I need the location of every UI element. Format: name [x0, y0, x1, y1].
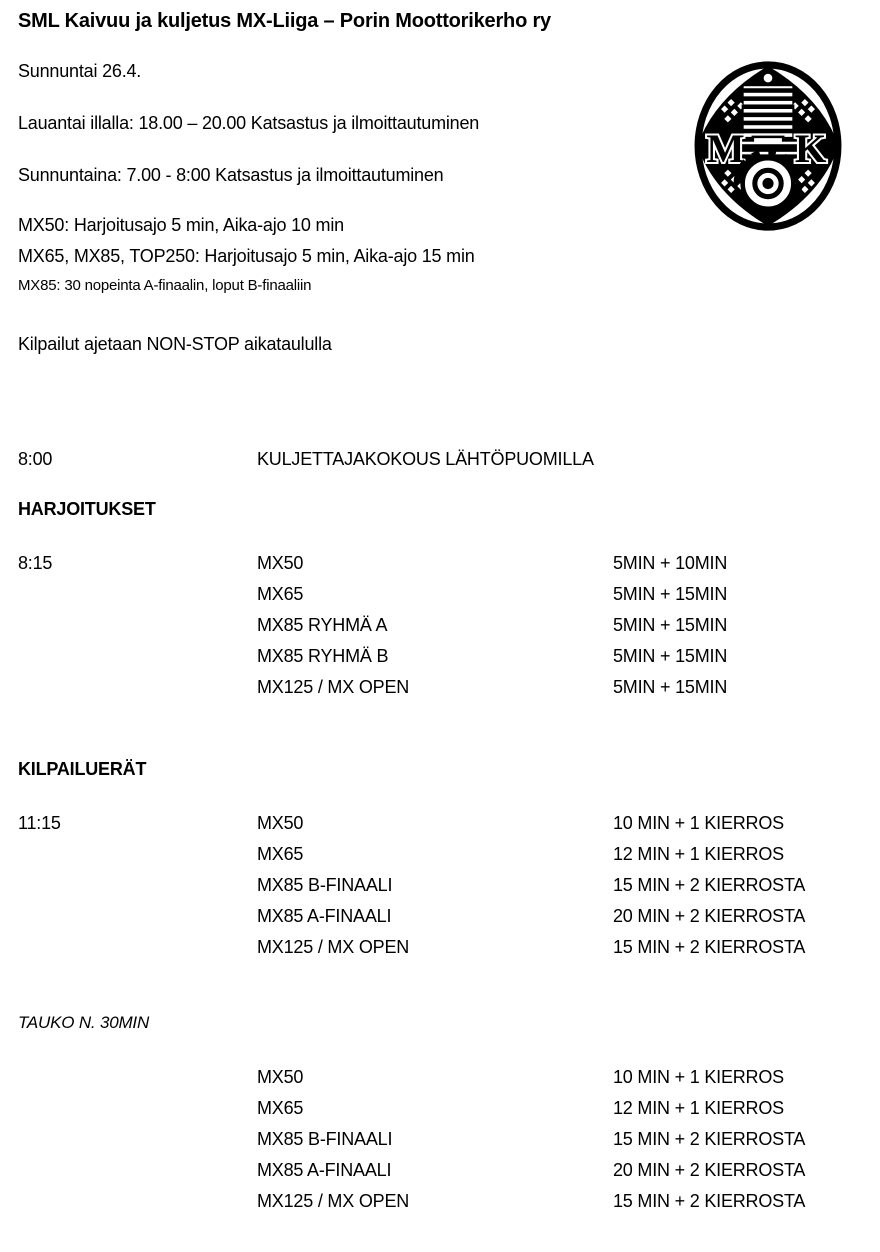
- class-cell: MX125 / MX OPEN: [257, 1191, 410, 1211]
- duration-cell: 5MIN + 15MIN: [613, 646, 728, 666]
- meeting-label: KULJETTAJAKOKOUS LÄHTÖPUOMILLA: [257, 449, 594, 469]
- intro-sunday: Sunnuntaina: 7.00 - 8:00 Katsastus ja ilmoittautuminen: [18, 165, 444, 185]
- driver-meeting-row: [18, 444, 862, 475]
- class-cell: MX50: [257, 1067, 304, 1087]
- class-cell: MX85 A-FINAALI: [257, 906, 392, 926]
- club-logo: [692, 56, 844, 236]
- class-cell: MX85 A-FINAALI: [257, 1160, 392, 1180]
- club-logo-graphic: [692, 56, 844, 236]
- class-rule-mx50: MX50: Harjoitusajo 5 min, Aika-ajo 10 min: [18, 215, 344, 235]
- class-cell: MX85 RYHMÄ B: [257, 646, 389, 666]
- class-cell: MX85 RYHMÄ A: [257, 615, 388, 635]
- duration-cell: 12 MIN + 1 KIERROS: [613, 844, 784, 864]
- duration-cell: 20 MIN + 2 KIERROSTA: [613, 1160, 806, 1180]
- practice-start-time: 8:15: [18, 553, 53, 573]
- practice-heading: HARJOITUKSET: [18, 499, 156, 519]
- logo-letter-k: K: [794, 126, 827, 172]
- class-rule-mx85-note: MX85: 30 nopeinta A-finaalin, loput B-finaaliin: [18, 277, 312, 294]
- heats2-table: [18, 1062, 862, 1217]
- duration-cell: 10 MIN + 1 KIERROS: [613, 813, 784, 833]
- duration-cell: 5MIN + 15MIN: [613, 584, 728, 604]
- class-cell: MX85 B-FINAALI: [257, 1129, 393, 1149]
- class-cell: MX85 B-FINAALI: [257, 875, 393, 895]
- class-rule-mx65: MX65, MX85, TOP250: Harjoitusajo 5 min, Aika-ajo 15 min: [18, 246, 475, 266]
- duration-cell: 20 MIN + 2 KIERROSTA: [613, 906, 806, 926]
- heats-table: [18, 808, 862, 963]
- intro-date: Sunnuntai 26.4.: [18, 61, 142, 81]
- nonstop-note: Kilpailut ajetaan NON-STOP aikataululla: [18, 334, 332, 354]
- class-cell: MX125 / MX OPEN: [257, 677, 410, 697]
- class-cell: MX65: [257, 584, 304, 604]
- heats-start-time: 11:15: [18, 813, 61, 833]
- break-note: TAUKO N. 30MIN: [18, 1013, 150, 1032]
- class-cell: MX125 / MX OPEN: [257, 937, 410, 957]
- duration-cell: 15 MIN + 2 KIERROSTA: [613, 1129, 806, 1149]
- duration-cell: 5MIN + 15MIN: [613, 615, 728, 635]
- spark-plug-beam: [738, 143, 799, 153]
- duration-cell: 12 MIN + 1 KIERROS: [613, 1098, 784, 1118]
- duration-cell: 5MIN + 15MIN: [613, 677, 728, 697]
- class-cell: MX65: [257, 844, 304, 864]
- class-cell: MX50: [257, 813, 304, 833]
- duration-cell: 15 MIN + 2 KIERROSTA: [613, 937, 806, 957]
- class-cell: MX50: [257, 553, 304, 573]
- duration-cell: 10 MIN + 1 KIERROS: [613, 1067, 784, 1087]
- duration-cell: 15 MIN + 2 KIERROSTA: [613, 875, 806, 895]
- meeting-time: 8:00: [18, 449, 53, 469]
- class-cell: MX65: [257, 1098, 304, 1118]
- heats-heading: KILPAILUERÄT: [18, 759, 147, 779]
- intro-saturday: Lauantai illalla: 18.00 – 20.00 Katsastus ja ilmoittautuminen: [18, 113, 480, 133]
- practice-table: [18, 548, 862, 703]
- duration-cell: 5MIN + 10MIN: [613, 553, 728, 573]
- logo-letter-m: M: [706, 126, 745, 172]
- duration-cell: 15 MIN + 2 KIERROSTA: [613, 1191, 806, 1211]
- page-title: SML Kaivuu ja kuljetus MX-Liiga – Porin Moottorikerho ry: [18, 10, 551, 32]
